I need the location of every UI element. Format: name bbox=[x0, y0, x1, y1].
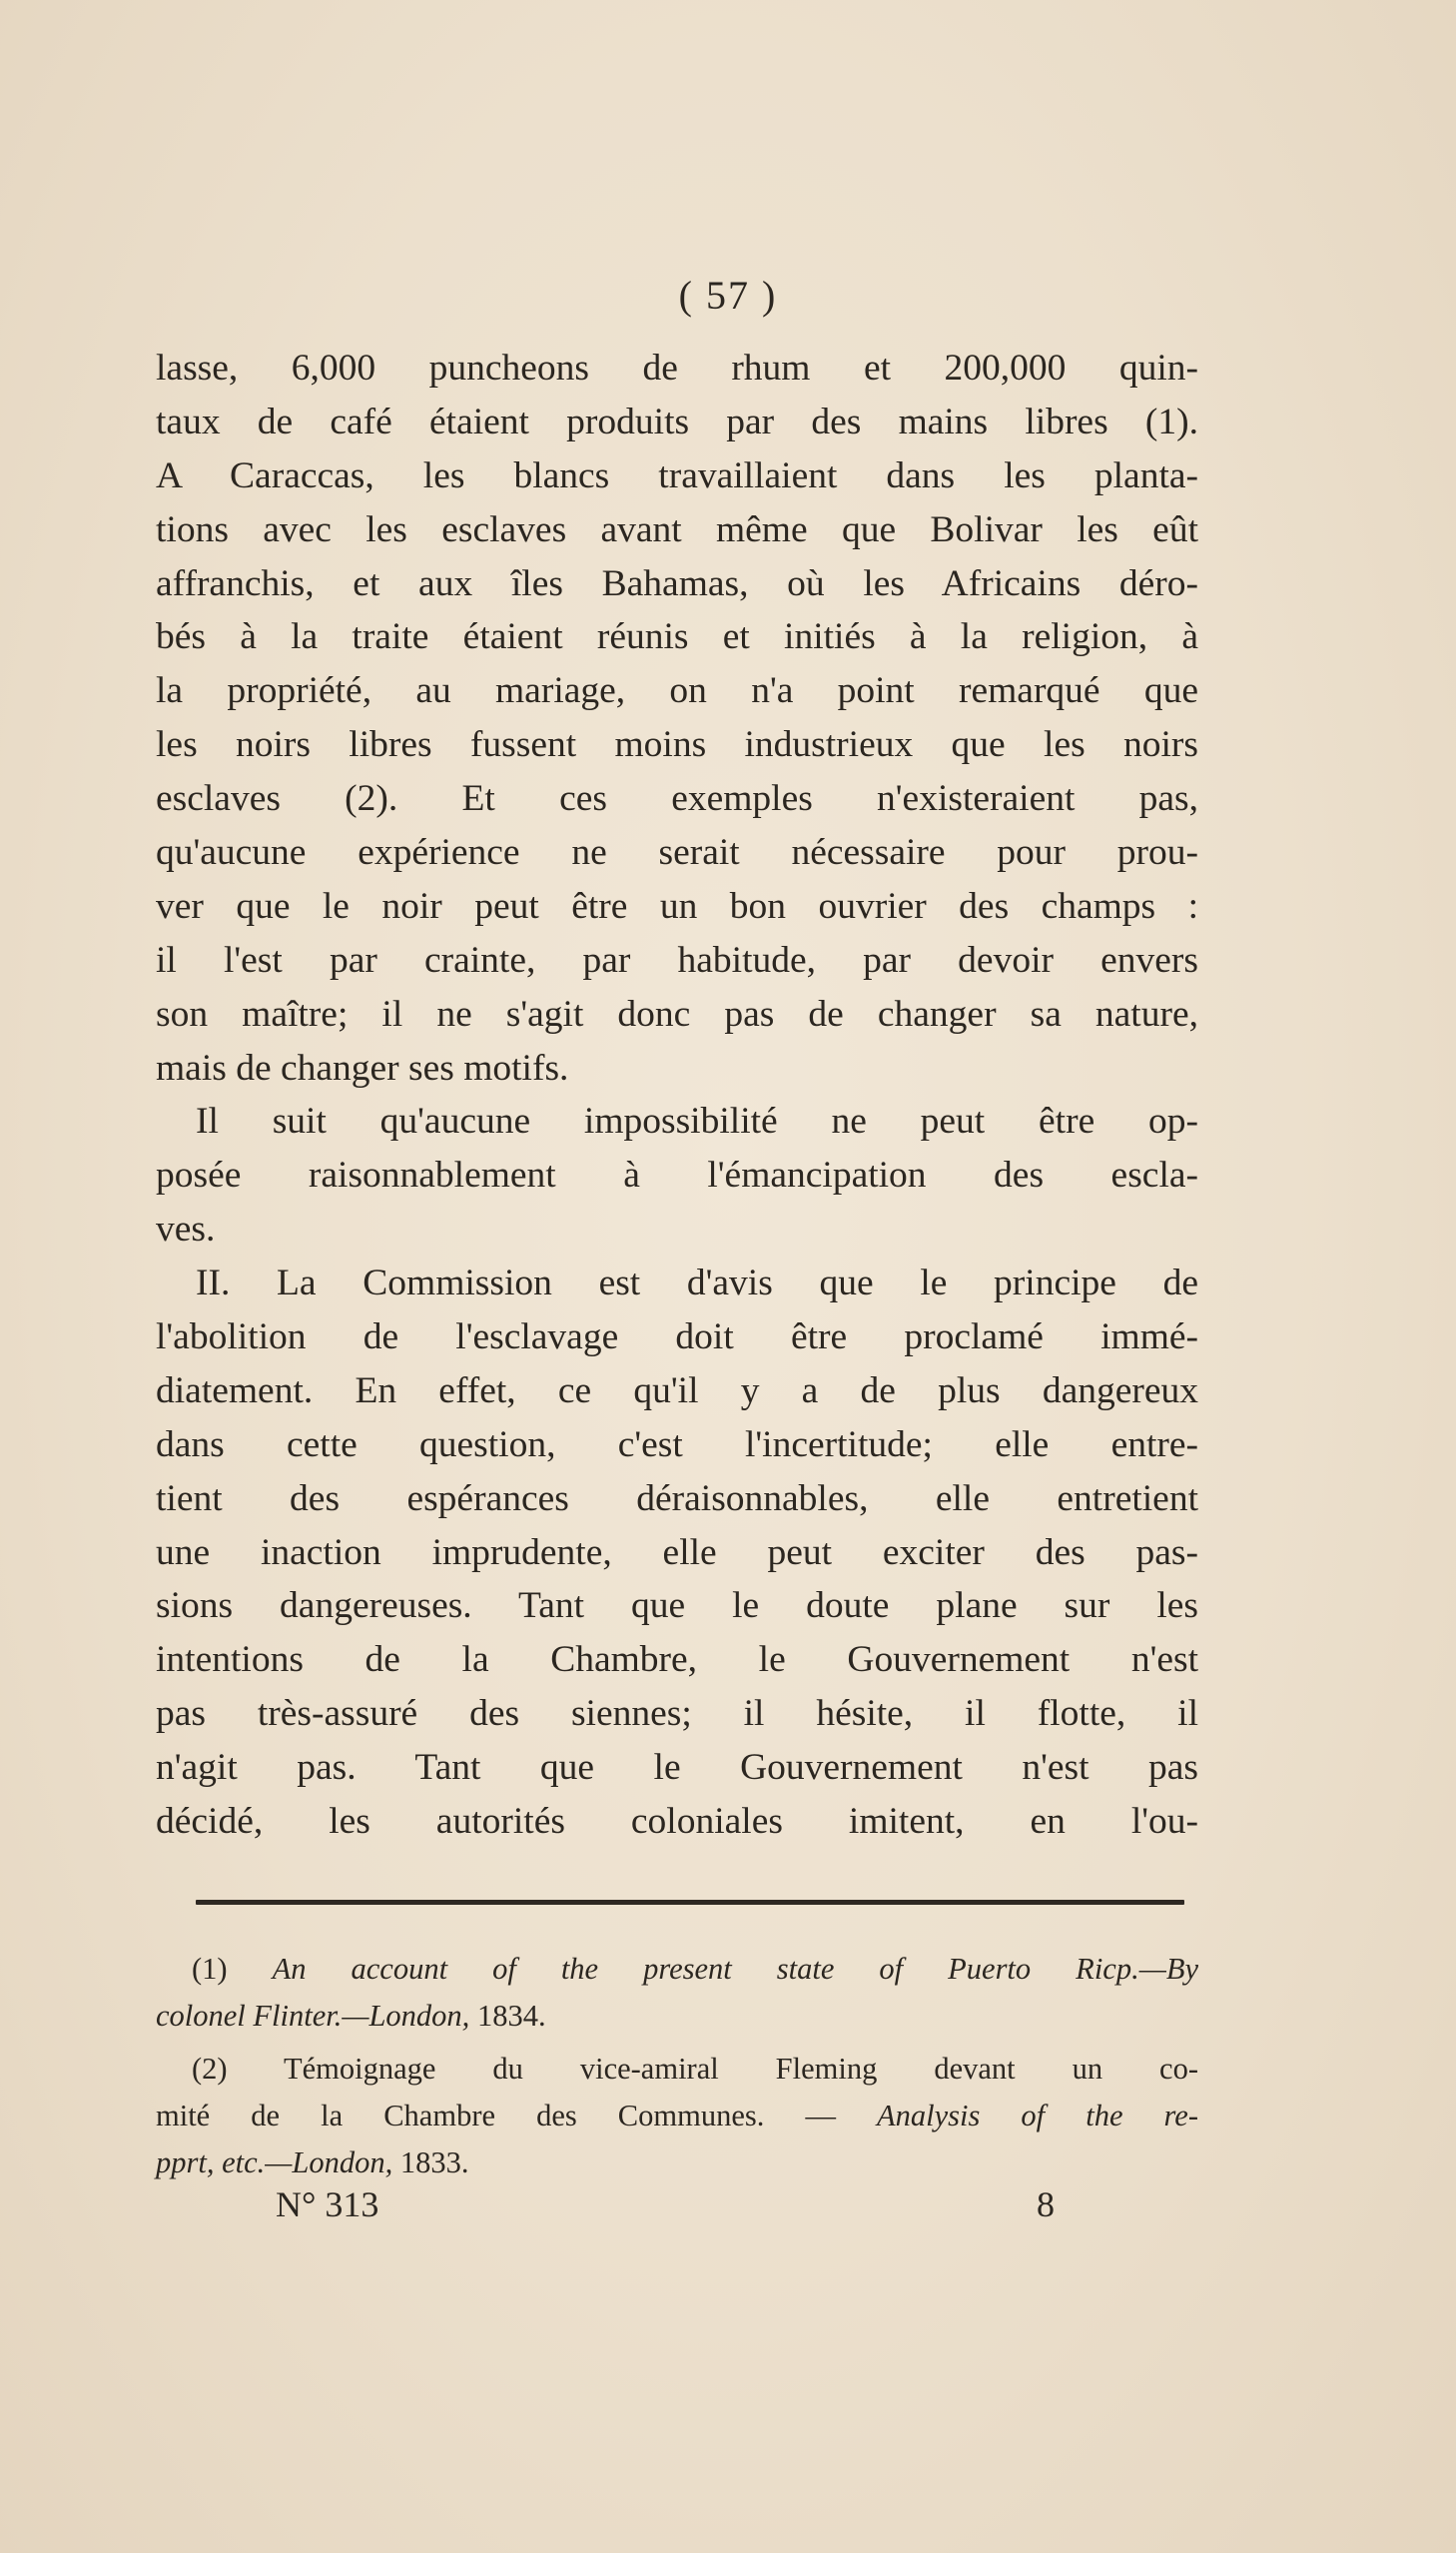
footnote-marker: (1) bbox=[192, 1952, 273, 1986]
footnote-2-line bbox=[156, 2139, 1198, 2186]
signature-mark: 8 bbox=[1037, 2184, 1055, 2224]
text-line: bés à la traite étaient réunis et initiés à la religion, à bbox=[156, 616, 1198, 658]
text-line: une inaction imprudente, elle peut exciter des pas- bbox=[156, 1531, 1198, 1573]
text-line: diatement. En effet, ce qu'il y a de plus dangereux bbox=[156, 1369, 1198, 1411]
text-line: lasse, 6,000 puncheons de rhum et 200,000 quin- bbox=[156, 348, 1198, 389]
text-line: esclaves (2). Et ces exemples n'existeraient pas, bbox=[156, 778, 1198, 820]
text-line: taux de café étaient produits par des mains libres (1). bbox=[156, 401, 1198, 442]
text-line: dans cette question, c'est l'incertitude; elle entre- bbox=[156, 1423, 1198, 1465]
footnote-citation: An account of the present state of Puerto Ricp.—By bbox=[272, 1952, 1198, 1986]
text-line: décidé, les autorités coloniales imitent, en l'ou- bbox=[156, 1801, 1198, 1843]
footnote-text: mité de la Chambre des Communes. — bbox=[156, 2099, 878, 2132]
text-line: n'agit pas. Tant que le Gouvernement n'est pas bbox=[156, 1747, 1198, 1789]
text-line: II. La Commission est d'avis que le principe de bbox=[196, 1263, 1198, 1304]
footnote-citation: pprt, etc.—London, bbox=[156, 2145, 393, 2179]
footnote-citation: Analysis of the re- bbox=[877, 2099, 1198, 2132]
text-line: affranchis, et aux îles Bahamas, où les Africains déro- bbox=[156, 562, 1198, 604]
document-number: N° 313 bbox=[276, 2184, 379, 2224]
footnote-1-line bbox=[156, 1946, 1198, 1993]
text-line: les noirs libres fussent moins industrieux que les noirs bbox=[156, 724, 1198, 766]
footnotes bbox=[156, 1946, 1198, 2186]
text-line: qu'aucune expérience ne serait nécessaire pour prou- bbox=[156, 832, 1198, 874]
footnote-divider bbox=[196, 1900, 1184, 1905]
text-line: son maître; il ne s'agit donc pas de changer sa nature, bbox=[156, 993, 1198, 1035]
text-line: la propriété, au mariage, on n'a point remarqué que bbox=[156, 670, 1198, 712]
text-line: tient des espérances déraisonnables, elle entretient bbox=[156, 1477, 1198, 1519]
footnote-year: 1833. bbox=[392, 2145, 469, 2179]
text-line: Il suit qu'aucune impossibilité ne peut être op- bbox=[196, 1101, 1198, 1143]
footnote-2-line: (2) Témoignage du vice-amiral Fleming devant un co- bbox=[192, 2052, 1198, 2086]
footnote-2-line bbox=[156, 2093, 1198, 2139]
text-line: l'abolition de l'esclavage doit être proclamé immé- bbox=[156, 1316, 1198, 1358]
text-line: intentions de la Chambre, le Gouvernement n'est bbox=[156, 1639, 1198, 1681]
text-line: A Caraccas, les blancs travaillaient dans les planta- bbox=[156, 454, 1198, 496]
text-line: tions avec les esclaves avant même que Bolivar les eût bbox=[156, 508, 1198, 550]
footnote-citation: colonel Flinter.—London, bbox=[156, 1999, 470, 2033]
text-line: ver que le noir peut être un bon ouvrier des champs : bbox=[156, 885, 1198, 927]
text-line: posée raisonnablement à l'émancipation des escla- bbox=[156, 1155, 1198, 1197]
text-line: sions dangereuses. Tant que le doute plane sur les bbox=[156, 1585, 1198, 1627]
footnote-1-line bbox=[156, 1993, 1198, 2040]
text-line: ves. bbox=[156, 1209, 216, 1251]
text-line: pas très-assuré des siennes; il hésite, il flotte, il bbox=[156, 1693, 1198, 1735]
body-text bbox=[156, 342, 1198, 1849]
printer-signature bbox=[276, 2183, 1055, 2225]
text-line: il l'est par crainte, par habitude, par devoir envers bbox=[156, 939, 1198, 981]
page-number: ( 57 ) bbox=[678, 273, 778, 318]
footnote-year: 1834. bbox=[469, 1999, 546, 2033]
text-line: mais de changer ses motifs. bbox=[156, 1047, 569, 1089]
